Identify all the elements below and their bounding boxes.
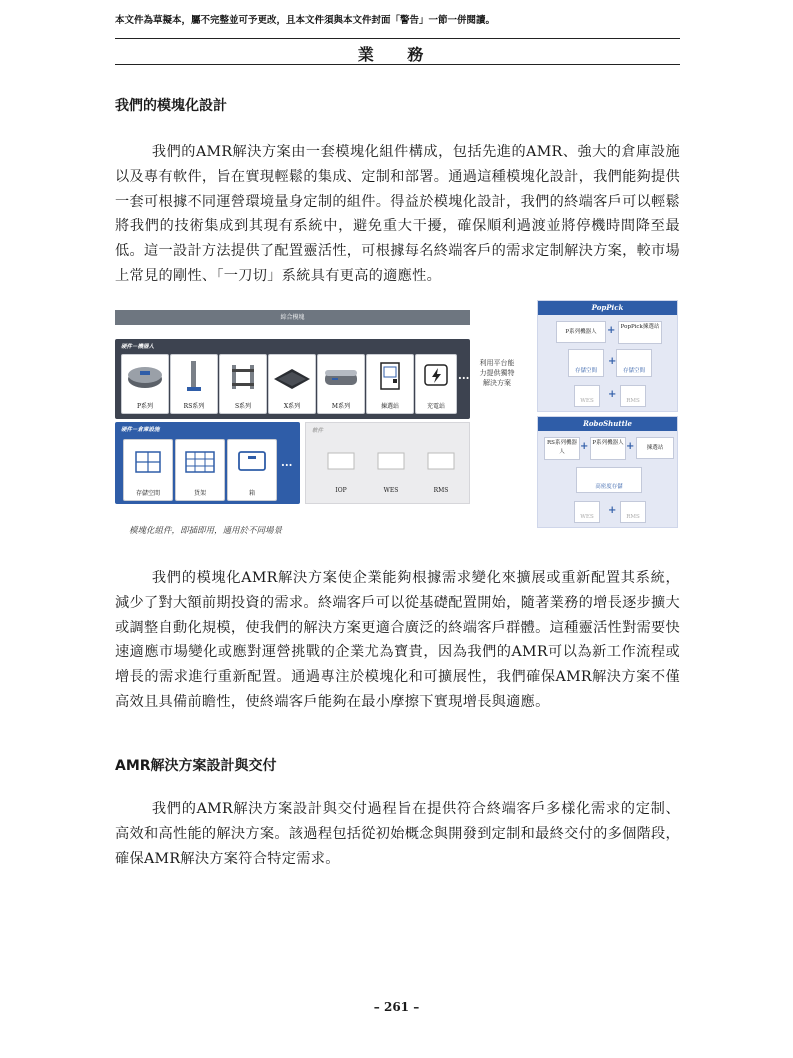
plus-icon: + (608, 389, 617, 400)
x-series-robot-icon (269, 355, 315, 395)
poppick-rms: RMS (620, 385, 646, 407)
plus-icon: + (626, 441, 635, 452)
rack-icon (176, 440, 224, 482)
storage-shelf-icon (124, 440, 172, 482)
paragraph-design-delivery: 我們的AMR解決方案設計與交付過程旨在提供符合終端客戶多樣化需求的定制、高效和高性能的解決方案。該過程包括從初始概念與開發到定制和最終交付的多個階段，確保AMR解決方案符合特定需求。 (115, 801, 681, 867)
warehouse-label: 箱 (248, 490, 255, 497)
robot-tile-p-series (121, 354, 169, 414)
header-rule-bottom (115, 64, 680, 65)
heading-design-delivery: AMR解決方案設計與交付 (115, 758, 277, 774)
roboshuttle-robot-rs: RS系列機器人 (544, 437, 580, 460)
warehouse-label: 貨架 (193, 490, 206, 497)
software-label-rms: RMS (433, 487, 449, 494)
hardware-warehouse-panel (115, 422, 300, 504)
bin-icon (228, 440, 276, 482)
plus-icon: + (580, 441, 589, 452)
platform-capability-text: 利用平台能力提供獨特解決方案 (479, 359, 515, 387)
section-header: 業 務 (357, 45, 438, 64)
software-label-wes: WES (383, 487, 399, 494)
hardware-warehouse-title: 硬件－倉庫設施 (121, 427, 160, 433)
robot-tile-x-series (268, 354, 316, 414)
robot-tile-rs-series (170, 354, 218, 414)
robots-more-ellipsis: ... (458, 369, 470, 382)
roboshuttle-title: RoboShuttle (538, 417, 677, 431)
robot-label: M系列 (331, 403, 351, 410)
draft-warning-note: 本文件為草擬本，屬不完整並可予更改，且本文件須與本文件封面「警告」一節一併閱讀。 (115, 15, 496, 26)
modular-components-figure (115, 298, 680, 538)
plus-icon: + (608, 356, 617, 367)
page-number: – 261 – (373, 1000, 420, 1014)
poppick-wes: WES (574, 385, 600, 407)
warehouse-tile-rack (175, 439, 225, 501)
heading-modular-design: 我們的模塊化設計 (115, 98, 227, 114)
robot-tile-s-series (219, 354, 267, 414)
poppick-title: PopPick (538, 301, 677, 315)
warehouse-more-ellipsis: ... (281, 456, 293, 469)
robot-label: P系列 (136, 403, 154, 410)
warehouse-label: 存儲空間 (135, 490, 160, 497)
software-screens-icon (326, 451, 456, 475)
roboshuttle-station: 揀選站 (636, 437, 674, 459)
p-series-robot-icon (122, 355, 168, 395)
roboshuttle-storage: 高密度存儲 (576, 467, 642, 493)
software-title: 軟件 (312, 428, 324, 434)
roboshuttle-solution-card (537, 416, 678, 528)
paragraph-modular-intro: 我們的AMR解決方案由一套模塊化組件構成，包括先進的AMR、強大的倉庫設施以及專有軟件，旨在實現輕鬆的集成、定制和部署。通過這種模塊化設計，我們能夠提供一套可根據不同運營環境量身定制的組件。得益於模塊化設計，我們的終端客戶可以輕鬆將我們的技術集成到其現有系統中，避免重大干擾，確保順利過渡並將停機時間降至最低。這一設計方法提供了配置靈活性，可根據每名終端客戶的需求定制解決方案，較市場上常見的剛性、「一刀切」系統具有更高的適應性。 (115, 144, 681, 284)
poppick-solution-card (537, 300, 678, 412)
charging-station-icon (416, 355, 456, 395)
roboshuttle-robot-p: P系列機器人 (590, 437, 626, 460)
plus-icon: + (607, 325, 616, 336)
paragraph-scalability: 我們的模塊化AMR解決方案使企業能夠根據需求變化來擴展或重新配置其系統，減少了對大額前期投資的需求。終端客戶可以從基礎配置開始，隨著業務的增長逐步擴大或調整自動化規模，使我們的解決方案更適合廣泛的終端客戶群體。這種靈活性對需要快速適應市場變化或應對運營挑戰的企業尤為寶貴，因為我們的AMR可以為新工作流程或增長的需求進行重新配置。通過專注於模塊化和可擴展性，我們確保AMR解決方案不僅高效且具備前瞻性，使終端客戶能夠在最小摩擦下實現增長與適應。 (115, 570, 681, 710)
warehouse-tile-bin (227, 439, 277, 501)
picking-station-icon (367, 355, 413, 395)
robot-tile-charging-station (415, 354, 457, 414)
software-panel (305, 422, 470, 504)
poppick-station: PopPick揀選站 (618, 321, 662, 344)
poppick-storage-1: 存儲空間 (568, 349, 604, 377)
robot-tile-picking-station (366, 354, 414, 414)
software-label-iop: IOP (335, 487, 347, 494)
robot-label: 充電站 (426, 403, 445, 410)
hardware-robots-panel (115, 339, 470, 419)
plus-icon: + (608, 505, 617, 516)
header-rule-top (115, 38, 680, 39)
warehouse-tile-storage (123, 439, 173, 501)
robot-label: RS系列 (183, 403, 205, 410)
poppick-storage-2: 存儲空間 (616, 349, 652, 377)
s-series-robot-icon (220, 355, 266, 395)
rs-series-robot-icon (171, 355, 217, 395)
robot-label: X系列 (283, 403, 301, 410)
robot-tile-m-series (317, 354, 365, 414)
robot-label: S系列 (234, 403, 252, 410)
figure-caption: 模塊化組件，即插即用，適用於不同場景 (129, 526, 283, 536)
hardware-robots-title: 硬件－機器人 (121, 344, 155, 350)
m-series-robot-icon (318, 355, 364, 395)
robot-label: 揀選站 (380, 403, 399, 410)
poppick-robot: P系列機器人 (556, 321, 606, 343)
roboshuttle-rms: RMS (620, 501, 646, 523)
integrated-modules-bar: 綜合模塊 (115, 310, 470, 325)
roboshuttle-wes: WES (574, 501, 600, 523)
